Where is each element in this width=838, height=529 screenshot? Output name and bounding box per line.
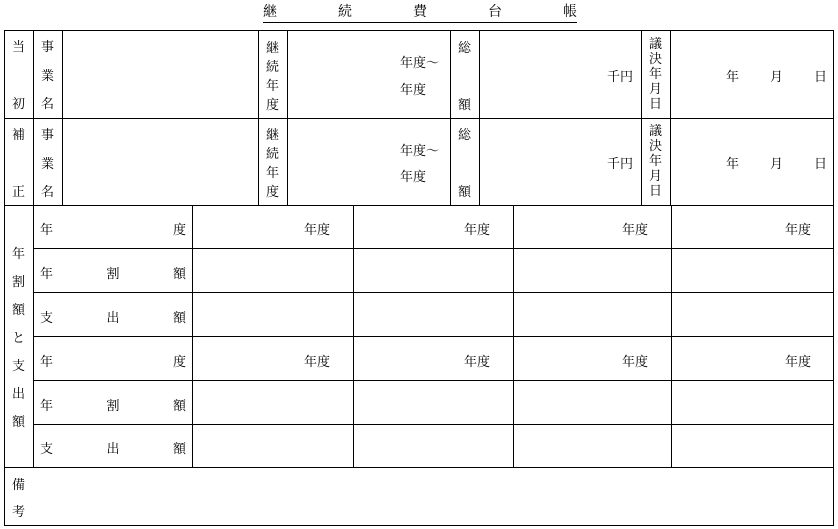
label-char: 割 xyxy=(106,267,120,282)
row-divider xyxy=(33,248,834,249)
annual-allocation-label xyxy=(40,263,186,282)
row-label-revised xyxy=(4,124,33,200)
continuation-period-label xyxy=(258,124,287,200)
remarks-label xyxy=(4,474,33,520)
col-divider xyxy=(62,30,63,205)
col-divider xyxy=(671,205,672,467)
total-amount-label xyxy=(450,37,479,113)
year-cell: 年度 xyxy=(304,223,331,238)
label-char: 年 xyxy=(648,154,662,169)
row-divider xyxy=(33,380,834,381)
total-amount-label xyxy=(450,124,479,200)
label-char: 年 xyxy=(40,267,54,282)
decision-date-value xyxy=(726,153,827,172)
title-char: 台 xyxy=(488,4,502,20)
label-char: 出 xyxy=(106,442,120,457)
col-divider xyxy=(353,205,354,467)
title-char: 続 xyxy=(338,4,352,20)
label-char: 出 xyxy=(106,311,120,326)
label-char: 続 xyxy=(265,147,279,162)
period-from-text: 年度～ xyxy=(400,144,440,159)
date-char: 日 xyxy=(813,157,827,172)
date-char: 年 xyxy=(726,157,740,172)
expenditure-label xyxy=(40,307,186,326)
label-char: 額 xyxy=(457,98,471,113)
label-char: 月 xyxy=(648,169,662,184)
label-char: 年 xyxy=(265,79,279,94)
label-char: 名 xyxy=(40,185,54,200)
label-char: 年 xyxy=(648,67,662,82)
label-char: 額 xyxy=(457,185,471,200)
label-char: 議 xyxy=(648,37,662,52)
label-char: 続 xyxy=(265,60,279,75)
row-divider xyxy=(33,336,834,337)
project-name-label xyxy=(33,124,62,200)
label-char: 額 xyxy=(172,267,186,282)
period-to-text: 年度 xyxy=(400,170,427,185)
label-char: 額 xyxy=(11,415,25,430)
period-from-text: 年度～ xyxy=(400,56,440,71)
label-char: 日 xyxy=(648,97,662,112)
label-char: 年 xyxy=(40,399,54,414)
label-char: 継 xyxy=(265,128,279,143)
date-char: 日 xyxy=(813,70,827,85)
label-char: 年 xyxy=(40,355,54,370)
date-char: 月 xyxy=(769,70,783,85)
col-divider xyxy=(479,30,480,205)
continuation-period-label xyxy=(258,37,287,113)
annual-allocation-label xyxy=(40,395,186,414)
label-char: 業 xyxy=(40,68,54,84)
label-char: 業 xyxy=(40,156,54,172)
project-name-label xyxy=(33,36,62,112)
label-char: 事 xyxy=(40,128,54,143)
label-char: 総 xyxy=(457,128,471,143)
total-unit: 千円 xyxy=(607,70,634,85)
label-char: 継 xyxy=(265,41,279,56)
label-char: 決 xyxy=(648,139,662,154)
year-cell: 年度 xyxy=(785,355,812,370)
label-char: と xyxy=(11,331,25,346)
label-char: 考 xyxy=(11,505,25,520)
label-char: 年 xyxy=(265,166,279,181)
total-unit: 千円 xyxy=(607,157,634,172)
label-char: 支 xyxy=(11,359,25,374)
label-char: 備 xyxy=(11,478,25,493)
row-divider xyxy=(4,118,834,119)
year-cell: 年度 xyxy=(785,223,812,238)
label-char: 名 xyxy=(40,97,54,112)
label-char: 度 xyxy=(265,98,279,113)
label-char: 支 xyxy=(40,311,54,326)
col-divider xyxy=(670,30,671,205)
label-char: 出 xyxy=(11,387,25,402)
label-char: 割 xyxy=(106,399,120,414)
title-char: 帳 xyxy=(563,4,577,20)
period-to-text: 年度 xyxy=(400,83,427,98)
label-char: 額 xyxy=(172,311,186,326)
title-char: 継 xyxy=(263,4,277,20)
col-divider xyxy=(513,205,514,467)
ledger-title xyxy=(263,0,577,23)
label-char: 初 xyxy=(11,97,25,112)
decision-date-label xyxy=(641,37,670,112)
label-char: 割 xyxy=(11,275,25,290)
label-char: 正 xyxy=(11,185,25,200)
date-char: 年 xyxy=(726,70,740,85)
col-divider xyxy=(287,30,288,205)
decision-date-value xyxy=(726,66,827,85)
label-char: 支 xyxy=(40,442,54,457)
date-char: 月 xyxy=(769,157,783,172)
year-cell: 年度 xyxy=(622,355,649,370)
row-divider xyxy=(4,205,834,206)
year-cell: 年度 xyxy=(622,223,649,238)
row-divider xyxy=(33,424,834,425)
label-char: 決 xyxy=(648,52,662,67)
year-cell: 年度 xyxy=(464,355,491,370)
label-char: 度 xyxy=(265,185,279,200)
label-char: 当 xyxy=(11,40,25,55)
label-char: 度 xyxy=(172,355,186,370)
expenditure-label xyxy=(40,438,186,457)
fiscal-year-header xyxy=(40,351,186,370)
col-divider xyxy=(192,205,193,467)
fiscal-year-header xyxy=(40,219,186,238)
label-char: 額 xyxy=(11,303,25,318)
label-char: 事 xyxy=(40,40,54,55)
label-char: 度 xyxy=(172,223,186,238)
label-char: 議 xyxy=(648,124,662,139)
title-char: 費 xyxy=(413,4,427,20)
annual-section-label xyxy=(4,243,33,430)
row-divider xyxy=(4,467,834,468)
row-divider xyxy=(33,292,834,293)
year-cell: 年度 xyxy=(304,355,331,370)
label-char: 年 xyxy=(40,223,54,238)
label-char: 総 xyxy=(457,41,471,56)
label-char: 額 xyxy=(172,442,186,457)
label-char: 額 xyxy=(172,399,186,414)
label-char: 月 xyxy=(648,82,662,97)
year-cell: 年度 xyxy=(464,223,491,238)
label-char: 補 xyxy=(11,128,25,143)
row-label-initial xyxy=(4,36,33,112)
label-char: 年 xyxy=(11,247,25,262)
label-char: 日 xyxy=(648,184,662,199)
decision-date-label xyxy=(641,124,670,199)
